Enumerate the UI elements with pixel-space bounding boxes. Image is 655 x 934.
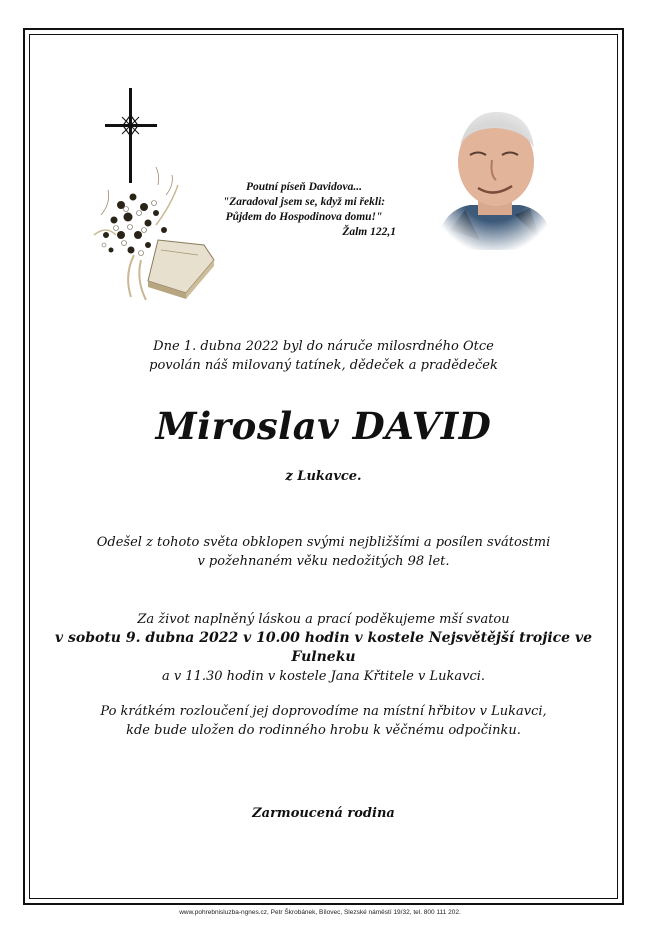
intro-line-2: povolán náš milovaný tatínek, dědeček a pradědeček [149,358,498,373]
paragraph-passing-line-2: v požehnaném věku nedožitých 98 let. [197,554,450,569]
psalm-quote [208,180,400,240]
intro-line-1: Dne 1. dubna 2022 byl do náruče milosrdného Otce [153,339,494,354]
bible-book-icon [148,240,214,299]
portrait-photo [430,100,558,250]
deceased-name: Miroslav DAVID [155,404,492,448]
paragraph-mass-line-1: Za život naplněný láskou a prací poděkujeme mší svatou [137,612,510,627]
paragraph-passing-line-1: Odešel z tohoto světa obklopen svými nejbližšími a posílen svátostmi [96,535,551,550]
paragraph-mass-line-3: a v 11.30 hodin v kostele Jana Křtitele v Lukavci. [161,669,486,684]
paragraph-burial-line-1: Po krátkém rozloučení jej doprovodíme na místní hřbitov v Lukavci, [100,704,547,719]
paragraph-passing [29,533,618,571]
paragraph-mass [29,610,618,686]
paragraph-burial-line-2: kde bude uložen do rodinného hrobu k věčnému odpočinku. [126,723,521,738]
psalm-line-1: Poutní píseň Davidova... [246,181,362,193]
cross-flowers-decoration [86,85,216,305]
paragraph-mass-line-2: v sobotu 9. dubna 2022 v 10.00 hodin v kostele Nejsvětější trojice ve Fulneku [54,630,592,665]
psalm-line-3: Půjdem do Hospodinova domu!" [225,211,383,223]
intro-text [29,337,618,375]
paragraph-burial [29,702,618,740]
psalm-reference: Žalm 122,1 [342,226,396,238]
footer-contact: www.pohrebnisluzba-ngnes.cz, Petr Škrobánek, Bílovec, Slezské náměstí 19/32, tel. 800 111 202. [179,909,461,916]
deceased-origin: z Lukavce. [285,469,362,484]
signature: Zarmoucená rodina [252,806,395,821]
cross-icon [105,88,157,183]
psalm-line-2: "Zaradoval jsem se, když mi řekli: [222,196,386,208]
